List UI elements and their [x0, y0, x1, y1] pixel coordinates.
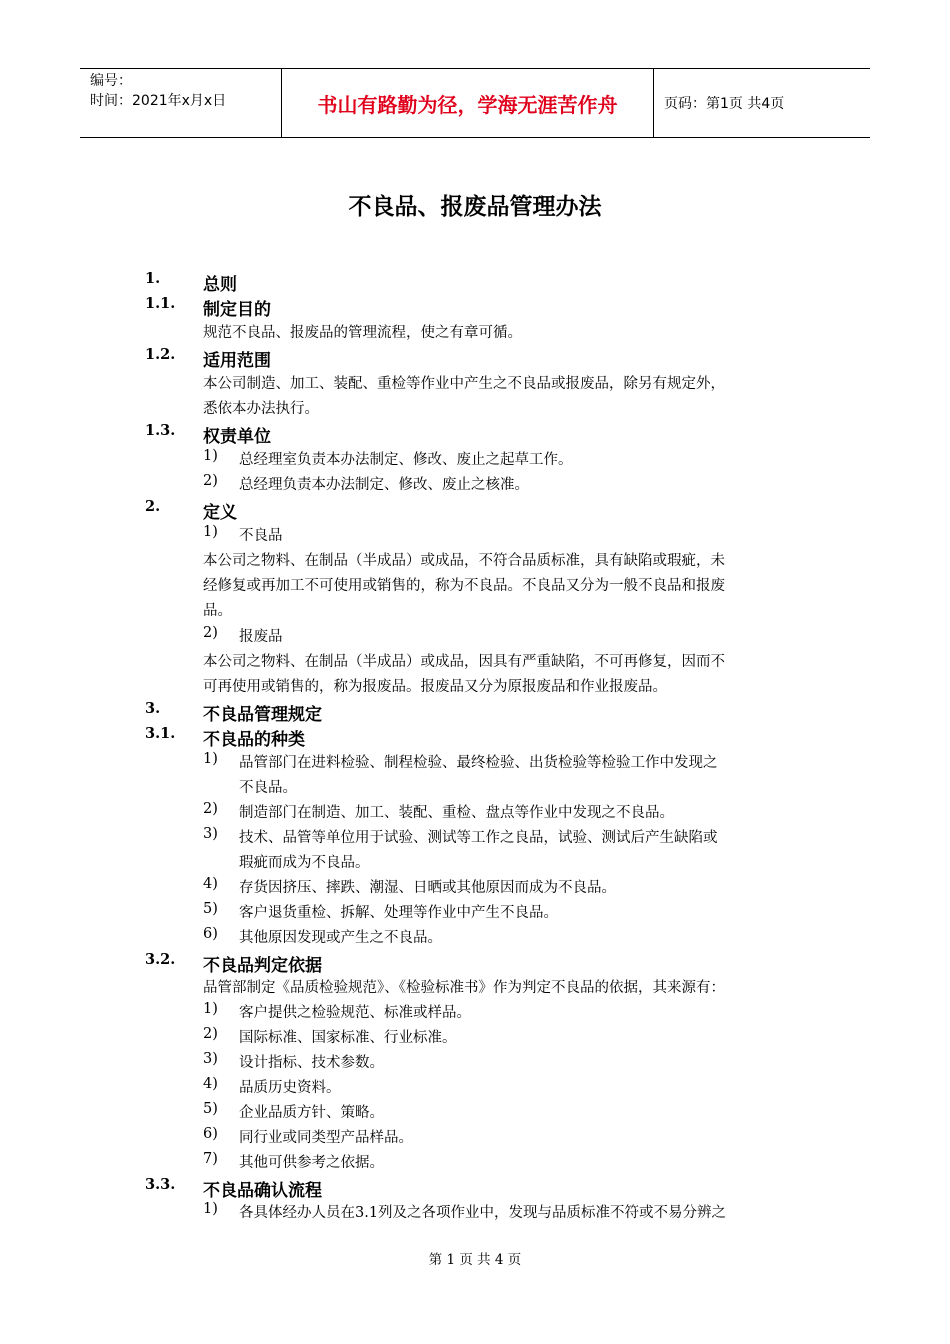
section-heading: 不良品管理规定 — [203, 705, 322, 725]
list-item-text: 国际标准、国家标准、行业标准。 — [239, 1030, 457, 1046]
section-number: 1.3. — [145, 422, 176, 439]
list-item-text: 品质历史资料。 — [239, 1080, 341, 1096]
list-item-number: 1) — [203, 1001, 218, 1017]
paragraph-line: 本公司之物料、在制品（半成品）或成品，因具有严重缺陷，不可再修复，因而不 — [203, 654, 725, 670]
list-item-text: 不良品。 — [239, 780, 297, 796]
list-item-number: 7) — [203, 1151, 218, 1167]
list-item-number: 5) — [203, 901, 218, 917]
document-title: 不良品、报废品管理办法 — [348, 194, 602, 220]
header-table — [80, 68, 870, 138]
section-number: 1. — [145, 270, 161, 287]
list-item-number: 3) — [203, 1051, 218, 1067]
list-item-number: 6) — [203, 1126, 218, 1142]
list-item-number: 1) — [203, 448, 218, 464]
section-number: 3.2. — [145, 951, 176, 968]
list-item-number: 3) — [203, 826, 218, 842]
list-item-number: 1) — [203, 524, 218, 540]
section-heading: 权责单位 — [203, 427, 271, 447]
section-heading: 适用范围 — [203, 351, 271, 371]
list-item-text: 同行业或同类型产品样品。 — [239, 1130, 413, 1146]
list-item-number: 4) — [203, 1076, 218, 1092]
list-item-text: 制造部门在制造、加工、装配、重检、盘点等作业中发现之不良品。 — [239, 805, 674, 821]
list-item-text: 瑕疵而成为不良品。 — [239, 855, 370, 871]
section-number: 1.2. — [145, 346, 176, 363]
time-label: 时间：2021年x月x日 — [90, 93, 227, 109]
paragraph-line: 本公司制造、加工、装配、重检等作业中产生之不良品或报废品，除另有规定外， — [203, 376, 725, 392]
list-item-text: 设计指标、技术参数。 — [239, 1055, 384, 1071]
paragraph-line: 经修复或再加工不可使用或销售的，称为不良品。不良品又分为一般不良品和报废 — [203, 578, 725, 594]
motto: 书山有路勤为径，学海无涯苦作舟 — [282, 69, 654, 137]
list-item-text: 存货因挤压、摔跌、潮湿、日晒或其他原因而成为不良品。 — [239, 880, 616, 896]
list-item-text: 客户提供之检验规范、标准或样品。 — [239, 1005, 471, 1021]
section-number: 3.1. — [145, 725, 176, 742]
section-number: 2. — [145, 498, 161, 515]
list-item-number: 5) — [203, 1101, 218, 1117]
list-item-text: 品管部门在进料检验、制程检验、最终检验、出货检验等检验工作中发现之 — [239, 755, 718, 771]
list-item-text: 客户退货重检、拆解、处理等作业中产生不良品。 — [239, 905, 558, 921]
list-item-number: 2) — [203, 801, 218, 817]
list-item-number: 2) — [203, 1026, 218, 1042]
section-heading: 不良品确认流程 — [203, 1181, 322, 1201]
paragraph-line: 规范不良品、报废品的管理流程，使之有章可循。 — [203, 325, 522, 341]
paragraph-line: 可再使用或销售的，称为报废品。报废品又分为原报废品和作业报废品。 — [203, 679, 667, 695]
list-item-text: 其他可供参考之依据。 — [239, 1155, 384, 1171]
number-label: 编号： — [90, 73, 132, 89]
list-item-text: 企业品质方针、策略。 — [239, 1105, 384, 1121]
list-item-number: 1) — [203, 1201, 218, 1217]
header-left-cell — [80, 69, 282, 137]
list-item-number: 1) — [203, 751, 218, 767]
list-item-text: 各具体经办人员在3.1列及之各项作业中，发现与品质标准不符或不易分辨之 — [239, 1205, 727, 1221]
section-heading: 不良品的种类 — [203, 730, 305, 750]
list-item-text: 其他原因发现或产生之不良品。 — [239, 930, 442, 946]
paragraph-line: 品。 — [203, 603, 232, 619]
paragraph-line: 悉依本办法执行。 — [203, 401, 319, 417]
list-item-number: 4) — [203, 876, 218, 892]
page-info: 页码：第1页 共4页 — [664, 96, 785, 112]
section-heading: 总则 — [203, 275, 237, 295]
section-heading: 定义 — [203, 503, 237, 523]
list-item-number: 2) — [203, 473, 218, 489]
section-number: 3. — [145, 700, 161, 717]
section-number: 3.3. — [145, 1176, 176, 1193]
section-heading: 不良品判定依据 — [203, 956, 322, 976]
list-item-text: 总经理室负责本办法制定、修改、废止之起草工作。 — [239, 452, 573, 468]
list-item-number: 2) — [203, 625, 218, 641]
page-footer: 第 1 页 共 4 页 — [428, 1252, 522, 1268]
list-item-text: 总经理负责本办法制定、修改、废止之核准。 — [239, 477, 529, 493]
paragraph-line: 本公司之物料、在制品（半成品）或成品，不符合品质标准，具有缺陷或瑕疵，未 — [203, 553, 725, 569]
list-item-text: 技术、品管等单位用于试验、测试等工作之良品，试验、测试后产生缺陷或 — [239, 830, 718, 846]
list-item-text: 不良品 — [239, 528, 283, 544]
list-item-number: 6) — [203, 926, 218, 942]
list-item-text: 报废品 — [239, 629, 283, 645]
section-number: 1.1. — [145, 295, 176, 312]
paragraph-line: 品管部制定《品质检验规范》、《检验标准书》作为判定不良品的依据，其来源有： — [203, 980, 725, 996]
section-heading: 制定目的 — [203, 300, 271, 320]
